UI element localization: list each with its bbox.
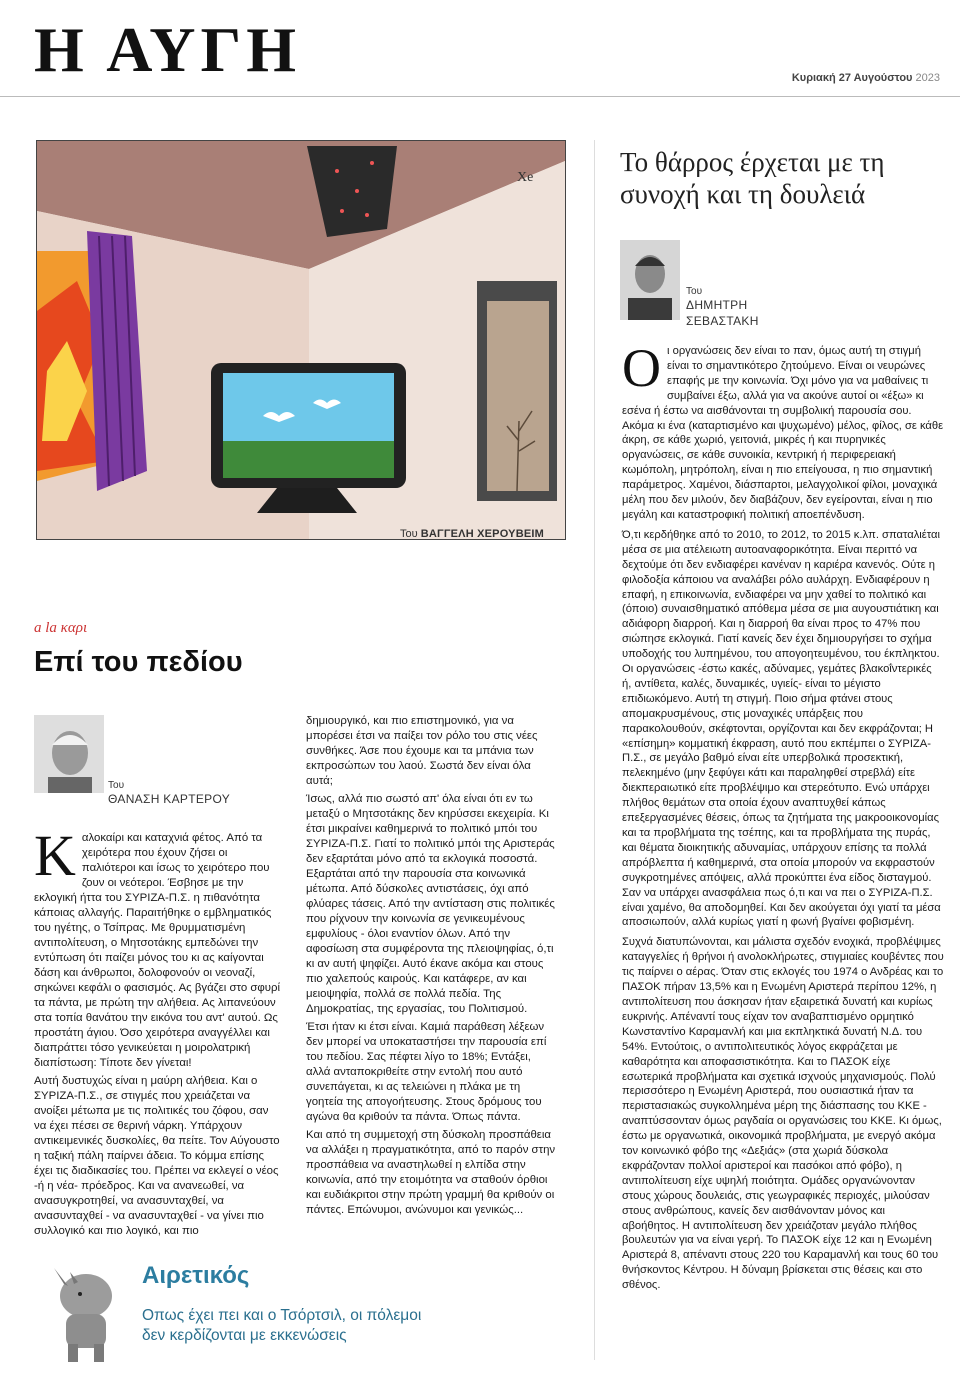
cartoon-credit — [400, 528, 544, 540]
svg-text:Хе: Хе — [517, 170, 534, 185]
paragraph: δημιουργικό, και πιο επιστημονικό, για να μπορέσει έτσι να παίξει τον ρόλο του στις νέες συνθήκες. Άσε που έχουμε και τα μπάνια των εκπροσώπων του λαού. Σωστά δεν είναι όλα αυτά; — [306, 715, 538, 787]
date-text: Κυριακή 27 Αυγούστου — [791, 72, 913, 84]
author-portrait-2 — [620, 240, 680, 320]
right-article-headline: Το θάρρος έρχεται με τη συνοχή και τη δουλειά — [620, 147, 885, 209]
byline-prefix: Του — [108, 780, 125, 791]
paragraph-text: αλοκαίρι και καταχνιά φέτος. Από τα χειρότερα που έχουν ζήσει οι παλιότεροι και ίσως το χειρότερο που ζουν οι νεότεροι. Έσβησε με την εκλογική ήττα του ΣΥΡΙΖΑ-Π.Σ. η πιθανότητα κάποιας αλλαγής. Παραιτήθηκε ο εμβληματικός του ηγέτης, ο Τσίπρας. Με θρυμματισμένη αντιπολίτευση, ο Μητσοτάκης εμπεδώνει την εντύπωση ότι παίζει μόνος του κι ας καίγονται δάση και άνθρωποι, δολοφονούν οι νεοναζί, σηκώνει κεφάλι ο φασισμός. Ας βγάζει στο σφυρί τα πάντα, με πρώτη την αλήθεια. Ας λιπανεύουν στα τοπία θανάτου την εικόνα του αντ' αυτού. Ως προστάτη άγιου. Όσο χειρότερα αναγγέλλει και διαπράττει τόσο γενικεύεται η μοιρολατρική διαπίστωση: Τίποτε δεν γίνεται! — [34, 832, 280, 1069]
credit-prefix: Του — [400, 528, 418, 540]
paragraph-text: ι οργανώσεις δεν είναι το παν, όμως αυτή τη στιγμή είναι το σημαντικότερο ζητούμενο. Είναι οι νευρώνες επαφής με την κοινωνία. Όχι μόνο για να μαθαίνεις τι συμβαίνει έξω, αλλά για να ακούνε αυτοί οι «έξω» κι εσένα ή έστω να αισθάνονται τη συμβολική παρουσία σου. Ακόμα κι ένα (καταρτισμένο και ψυχωμένο) μέλος, φίλος, σε κάθε άκρη, σε κάθε χωριό, γειτονιά, μικρές ή και πυρηνικές οργανώσεις, σε κάθε συνοικία, κεντρική ή περιφερειακή κωμόπολη, μητρόπολη, είναι η πιο επείγουσα, η πιο σημαντική παράμετρος. Χαμένοι, διάσπαρτοι, μελαγχολικοί φίλοι, μοναχικά μέλη που δεν μιλούν, δεν διαβάζουν, δεν εγείρονται, είναι η πιο μεγάλη και καταστροφική πολιτική αποεπένδυση. — [622, 345, 944, 521]
date-year: 2023 — [915, 72, 940, 84]
article-headline: Επί του πεδίου — [34, 646, 243, 678]
paragraph: Ό,τι κερδήθηκε από το 2010, το 2012, το 2015 κ.λπ. σπαταλιέται μέσα σε μια ατέλειωτη αυτοαναφορικότητα. Είναι περιττό να δεχτούμε ότι δεν ενδιαφέρει κανέναν η καριέρα κανενός. Ούτε η φιλοδοξία κάποιου να αναλάβει ρόλο αυλάρχη. Ενδιαφέρουν η επαφή, η επικοινωνία, ενδιαφέρει να μην χαθεί το πολιτικό και (όποιο) συναισθηματικό απόθεμα μέσα σε μια αυγουστιάτικη και αδιάφορη διαρροή. Και η διαρροή θα είναι προς το 47% που σιώπησε εκλογικά. Γιατί κανείς δεν έχει δημιουργήσει το σχήμα υποδοχής του λυπημένου, του απογοητευμένου, του έκπληκτου. Οι οργανώσεις -έστω κακές, αδύναμες, γεμάτες βλακοΐντερικές ή, αντίθετα, καλές, δυναμικές, υγιείς- είναι το μέγιστο επιδιωκόμενο. Αυτή τη στιγμή. Ποιο σήμα φτάνει στους απομακρυσμένους, στις μοναχικές υπάρξεις που παρακολουθούν, σκέφτονται, οργίζονται και δεν εκφράζονται; Η «επίσημη» κομματική έκφραση, αυτό που εκπέμπει ο ΣΥΡΙΖΑ-Π.Σ., σε μεγάλο βαθμό είναι είτε υπερβολικά προσεκτική, πελεκημένο (μην ξεφύγει κάτι και παραληφθεί στρεβλά) είτε διεκπεραιωτικό είτε προβλέψιμο και στερεότυπο. Ενώ υπάρχει πλήθος θεμάτων στα οποία έχουν αναπτυχθεί κάπως επεξεργασμένες θέσεις, όπως τα ζητήματα της μακροοικονομίας και τα προβλήματα της τσέπης, και τα προβλήματα της πυράς, και θέματα διοικητικής αδυναμίας, υπάρχουν επίσης τα πολλά απρόβλεπτα ή καθημερινά, στα οποία μπορούν να εκφραστούν συγκροτημένες απόψεις, αλλά προκύπτει ένα είδος δισταγμού. Σαν να υπάρχει ανασφάλεια πως ό,τι και να πει ο ΣΥΡΙΖΑ-Π.Σ. είναι χαμένο, θα αποδομηθεί. Και δεν ακούγεται όχι γιατί τα μέσα αποσιωπούν, αλλά κυρίως γιατί η φωνή βγαίνει φοβισμένη. — [622, 528, 941, 929]
article-kicker: a la καρι — [34, 620, 88, 636]
author-photo-2 — [620, 240, 680, 320]
dateline — [792, 72, 940, 84]
aireticos-text: Οπως έχει πει και ο Τσόρτσιλ, οι πόλεμοι δεν κερδίζονται με εκκενώσεις — [142, 1307, 422, 1344]
aireticos-title: Αιρετικός — [142, 1262, 250, 1289]
column-separator — [594, 140, 595, 1360]
paragraph: Ίσως, αλλά πιο σωστό απ' όλα είναι ότι εν τω μεταξύ ο Μητσοτάκης δεν κηρύσσει εκεχειρία. Κι έτσι μικραίνει καθημερινά το πολιτικό μπόι του ΣΥΡΙΖΑ-Π.Σ. Γιατί το πολιτικό μπόι της Αριστεράς δεν εξαρτάται μόνο από τα εκλογικά ποσοστά. Εξαρτάται από την παρουσία στα κοινωνικά μέτωπα. Από δύσκολες αντιστάσεις, όχι από φλύαρες τάσεις. Από την αντίσταση στις πολιτικές που ρίχνουν την κοινωνία σε γενικευμένους εμφυλίους - όλοι εναντίον όλων. Από την αφοσίωση στα συμφέροντα της πλειοψηφίας, ό,τι κι αν αυτή ψηφίζει. Αυτό έκανε ακόμα και στους πιο χαλεπούς καιρούς. Και κατάφερε, αν και μειοψηφία, πολλά σε πολλά πεδία. Της Δημοκρατίας, της εργασίας, του Πολιτισμού. — [306, 793, 555, 1015]
byline-prefix-2: Του — [686, 286, 703, 297]
drop-cap: Κ — [34, 823, 76, 888]
drop-cap-2: Ο — [622, 338, 661, 398]
author-name-line2: ΣΕΒΑΣΤΑΚΗ — [686, 313, 759, 328]
cartoon-image — [36, 140, 566, 540]
right-article-body — [622, 338, 944, 1354]
paragraph: Συχνά διατυπώνονται, και μάλιστα σχεδόν ενοχικά, προβλέψιμες καταγγελίες ή θρήνοι ή ανολοκλήρωτες, στιγμιαίες κουβέντες που τις παίρνει ο αέρας. Όταν στις εκλογές του 1974 ο Ανδρέας και το ΠΑΣΟΚ πήραν 13,5% και η Ενωμένη Αριστερά περίπου 12%, η αντιπολίτευση που άσκησαν ήταν εξαιρετικά δυνατή και κυρίως ευκρινής. Απέναντί τους είχαν τον αναβαπτισμένο ορμητικό Κωνσταντίνο Καραμανλή και μια εκπληκτικά δυνατή Ν.Δ. του 54%. Εντούτοις, ο αντιπολιτευτικός λόγος εκφράζεται με καθαρότητα και αποφασιστικότητα. Και το ΠΑΣΟΚ είχε εσωτερικά προβλήματα και σχετικά ισχνούς μηχανισμούς. Πολύ περισσότερο η Ενωμένη Αριστερά, που ουσιαστικά ήταν τα περιστασιακώς συγκολλημένα μέρη της διάσπασης του ΚΚΕ - αναπτύσσονταν όμως ραγδαία οι οργανώσεις του ΚΚΕ. Κι όμως, έστω με οργανωτικά, οικονομικά προβλήματα, με ενεργό ακόμα τον κοινωνικό φόβο της «Δεξιάς» (στα χωριά δύσκολα εκφράζονταν πολλοί αριστεροί και πασόκοι από φόβο), η αντιπολίτευση είχε υψηλή ποιότητα. Ομάδες οργανώνονταν στους χώρους δουλειάς, στις γεωγραφικές περιοχές, μιλούσαν στους ανθρώπους, κανείς δεν αισθάνονταν μόνος και αβοήθητος. Η αντιπολίτευση δεν χρειάζοταν μεγάλο πλήθος βουλευτών για να είναι γερή. Το ΠΑΣΟΚ είχε 12 και η Ενωμένη Αριστερά 8, απέναντι στους 220 του Καραμανλή και τους 60 του θνήσκοντος Κέντρου. Η δύναμη βρίσκεται στις θέσεις και στο σθένος. — [622, 936, 944, 1292]
paragraph: Και από τη συμμετοχή στη δύσκολη προσπάθεια να αλλάξει η πραγματικότητα, από το παρόν στην προσπάθεια να αναστηλωθεί η ελπίδα στην κοινωνία, από την ετοιμότητα να σταθούν όρθιοι και ευδιάκριτοι στην πρώτη γραμμή θα κριθούν οι πάντες. Επώνυμοι, ανώνυμοι και γενικώς... — [306, 1129, 556, 1216]
author-byline — [108, 779, 230, 808]
author-byline-2 — [686, 285, 759, 329]
article-column-1 — [34, 823, 282, 1237]
author-photo — [34, 715, 104, 793]
cartoon-illustration — [37, 141, 565, 539]
credit-name: ΒΑΓΓΕΛΗ ΧΕΡΟΥΒΕΙΜ — [420, 528, 545, 540]
header-rule — [0, 96, 960, 97]
article-column-2 — [306, 714, 558, 1216]
masthead: Η ΑΥΓΗ — [34, 14, 301, 85]
paragraph: Έτσι ήταν κι έτσι είναι. Καμιά παράθεση λέξεων δεν μπορεί να υποκαταστήσει την παρουσία επί του πεδίου. Σας πέφτει λίγο το 18%; Εντάξει, αλλά ανταποκριθείτε στην εντολή που αυτό συνεπάγεται, κι ας τελειώνει η πλάκα με τη γοητεία της απογοήτευσης. Στους δρόμους του αγώνα θα κριθούν τα πάντα. Όπως πάντα. — [306, 1021, 547, 1123]
paragraph: Αυτή δυστυχώς είναι η μαύρη αλήθεια. Και ο ΣΥΡΙΖΑ-Π.Σ., σε στιγμές που χρειάζεται να ανοίξει μέτωπα με τις πολιτικές του ζόφου, σαν να έχει πέσει σε θερινή νάρκη. Υπάρχουν αντικειμενικές δυσκολίες, θα πείτε. Τον Αύγουστο η ταξική πάλη παίρνει άδεια. Το κόμμα επίσης έχει τις διαδικασίες του. Πρέπει να εκλεγεί ο νέος -ή η νέα- πρόεδρος. Και να ανανεωθεί, να ανασυγκροτηθεί, να ανασυνταχθεί, να ανασυνταχθεί - να ανασυνταχθεί - να γίνει πιο συλλογικό και πιο λογικό, και πιο — [34, 1075, 280, 1237]
paragraph — [34, 823, 282, 1071]
author-name: ΘΑΝΑΣΗ ΚΑΡΤΕΡΟΥ — [108, 792, 231, 806]
author-name-line1: ΔΗΜΗΤΡΗ — [686, 298, 748, 312]
author-portrait — [34, 715, 104, 793]
paragraph — [622, 338, 944, 523]
rhino-icon — [40, 1256, 130, 1364]
